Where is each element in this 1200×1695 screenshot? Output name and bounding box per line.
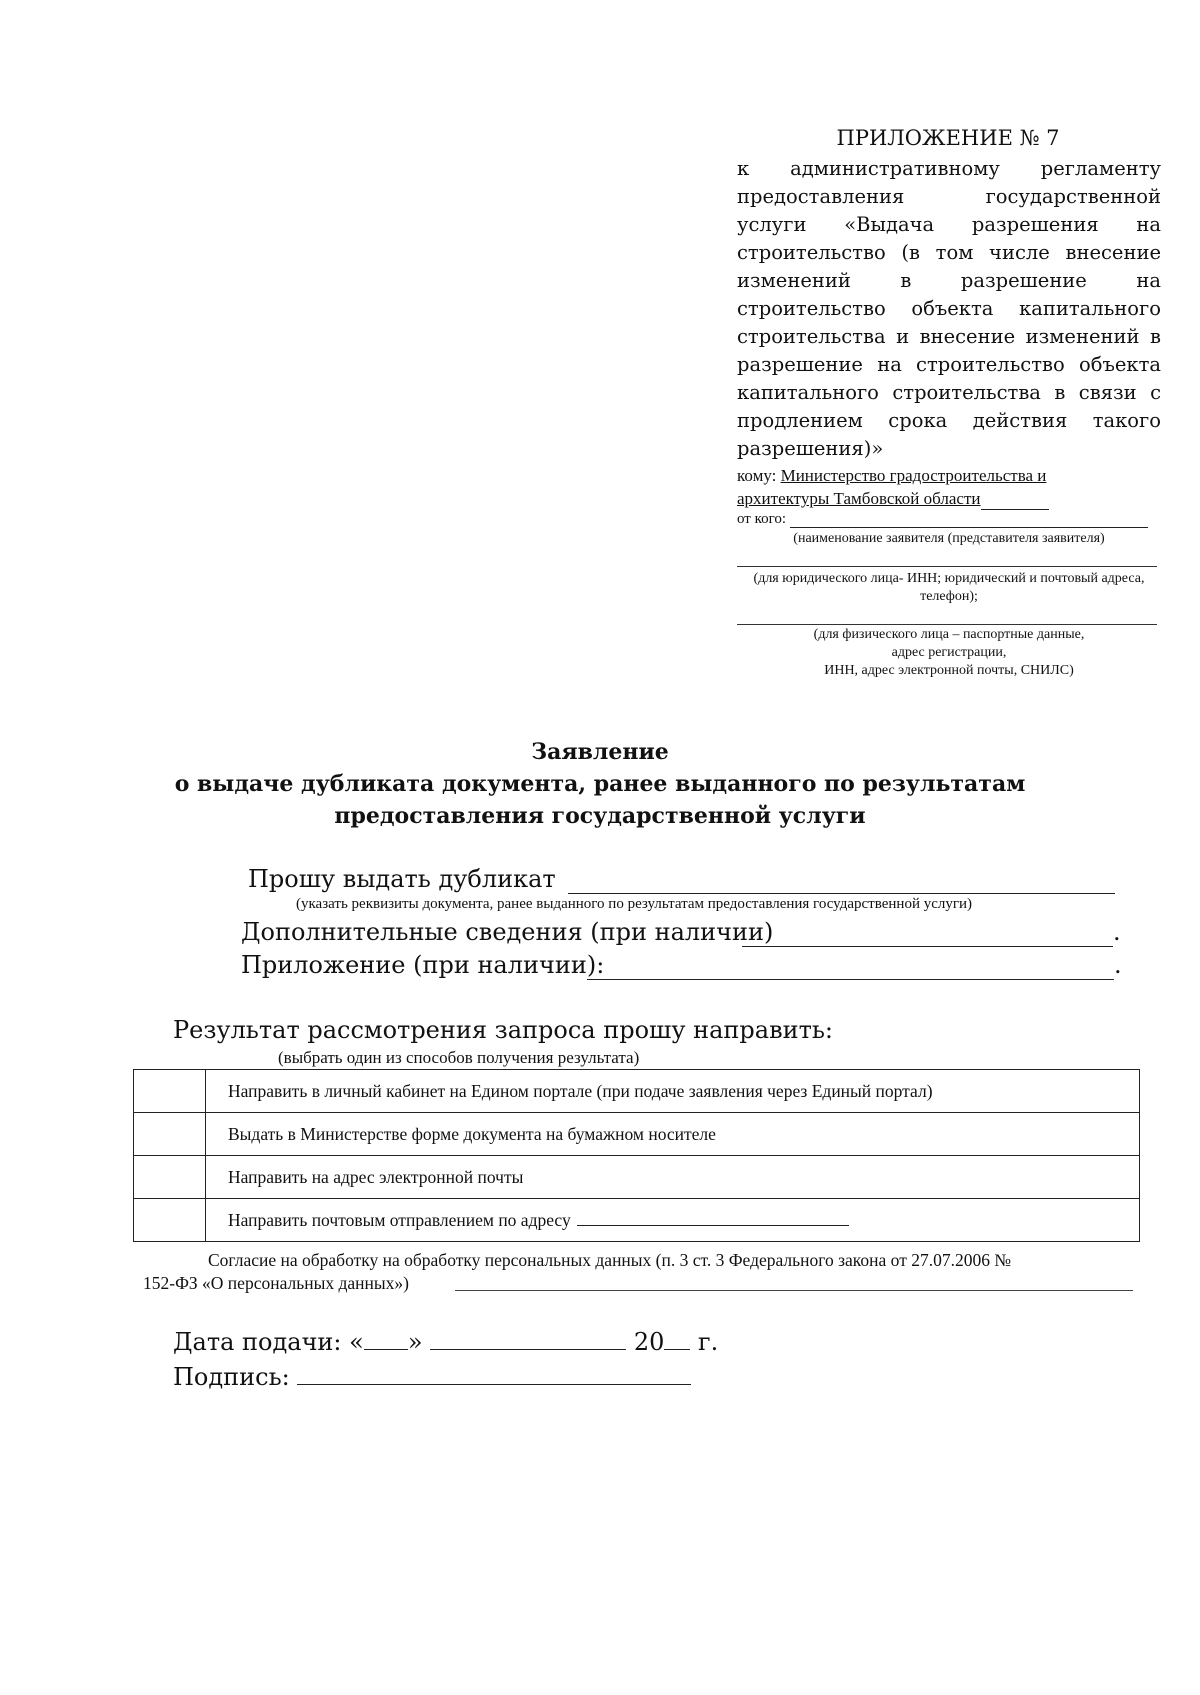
attachment-field[interactable] — [587, 979, 1114, 980]
individual-hint — [737, 626, 1161, 680]
consent-line-1: Согласие на обработку на обработку персональных данных (п. 3 ст. 3 Федерального закона от 27.07.2006 № — [208, 1250, 1012, 1270]
attachment-dot: . — [1114, 951, 1122, 979]
to-label: кому: — [737, 466, 777, 485]
option-row — [134, 1199, 1140, 1242]
individual-hint-line-1: (для физического лица – паспортные данные, адрес регистрации, — [813, 627, 1085, 660]
signature-label: Подпись: — [173, 1363, 290, 1391]
additional-info-field[interactable] — [742, 946, 1113, 947]
year-field[interactable] — [664, 1327, 690, 1350]
option-label-post: Направить почтовым отправлением по адресу — [228, 1209, 571, 1230]
year-prefix: 20 — [633, 1328, 665, 1356]
option-row — [134, 1113, 1140, 1156]
duplicate-label: Прошу выдать дубликат — [248, 865, 556, 893]
year-suffix: г. — [698, 1328, 719, 1356]
to-underline — [981, 495, 1049, 510]
option-label-email: Направить на адрес электронной почты — [206, 1156, 1140, 1199]
option-row — [134, 1070, 1140, 1113]
title-line-3: предоставления государственной услуги — [334, 803, 866, 829]
to-line-2: архитектуры Тамбовской области — [737, 489, 981, 508]
option-checkbox-email[interactable] — [134, 1156, 206, 1199]
legal-entity-hint: (для юридического лица- ИНН; юридический и почтовый адреса, телефон); — [753, 571, 1145, 604]
addressee-from — [737, 510, 1161, 528]
title-line-1: Заявление — [531, 739, 669, 765]
document-title — [0, 736, 1200, 832]
individual-field[interactable] — [737, 624, 1157, 625]
additional-info-dot: . — [1113, 918, 1121, 946]
to-line-1: Министерство градостроительства и — [780, 466, 1047, 485]
title-line-2: о выдаче дубликата документа, ранее выданного по результатам — [174, 771, 1026, 797]
duplicate-hint: (указать реквизиты документа, ранее выданного по результатам предоставления государственной услуги) — [296, 896, 973, 912]
close-quote: » — [407, 1328, 423, 1356]
option-checkbox-post[interactable] — [134, 1199, 206, 1242]
month-field[interactable] — [430, 1327, 626, 1350]
result-options-table — [133, 1069, 1140, 1242]
result-hint: (выбрать один из способов получения результата) — [278, 1048, 640, 1067]
applicant-hint: (наименование заявителя (представителя заявителя) — [793, 531, 1105, 546]
duplicate-field[interactable] — [568, 893, 1115, 894]
postal-address-field[interactable] — [577, 1211, 849, 1226]
additional-info-label: Дополнительные сведения (при наличии) — [241, 918, 774, 946]
attachment-label: Приложение (при наличии): — [241, 951, 605, 979]
day-field[interactable] — [364, 1327, 408, 1350]
option-label-portal: Направить в личный кабинет на Едином портале (при подаче заявления через Единый портал) — [206, 1070, 1140, 1113]
open-quote: « — [349, 1328, 364, 1356]
signature-field[interactable] — [297, 1362, 691, 1385]
annex-description: к административному регламенту предоставления государственной услуги «Выдача разрешения на строительство (в том числе внесение изменений в разрешение на строительство объекта капитального строительства и внесение изменений в разрешение на строительство объекта капитального строительства в связи с продлением срока действия такого разрешения)» — [737, 157, 1161, 460]
option-checkbox-paper[interactable] — [134, 1113, 206, 1156]
consent-signature-field[interactable] — [455, 1290, 1133, 1291]
option-checkbox-portal[interactable] — [134, 1070, 206, 1113]
submission-date — [173, 1327, 718, 1356]
legal-entity-field[interactable] — [737, 566, 1157, 567]
option-label-paper: Выдать в Министерстве форме документа на бумажном носителе — [206, 1113, 1140, 1156]
result-label: Результат рассмотрения запроса прошу направить: — [173, 1016, 834, 1044]
individual-hint-line-2: ИНН, адрес электронной почты, СНИЛС) — [824, 663, 1074, 678]
addressee-to — [737, 464, 1161, 510]
signature — [173, 1362, 691, 1391]
consent-line-2: 152-ФЗ «О персональных данных») — [143, 1273, 409, 1293]
annex-title: ПРИЛОЖЕНИЕ № 7 — [836, 126, 1060, 150]
from-label: от кого: — [737, 511, 787, 527]
option-row — [134, 1156, 1140, 1199]
from-field[interactable] — [790, 515, 1148, 528]
option-post-cell — [206, 1199, 1140, 1242]
date-label: Дата подачи: — [173, 1328, 342, 1356]
